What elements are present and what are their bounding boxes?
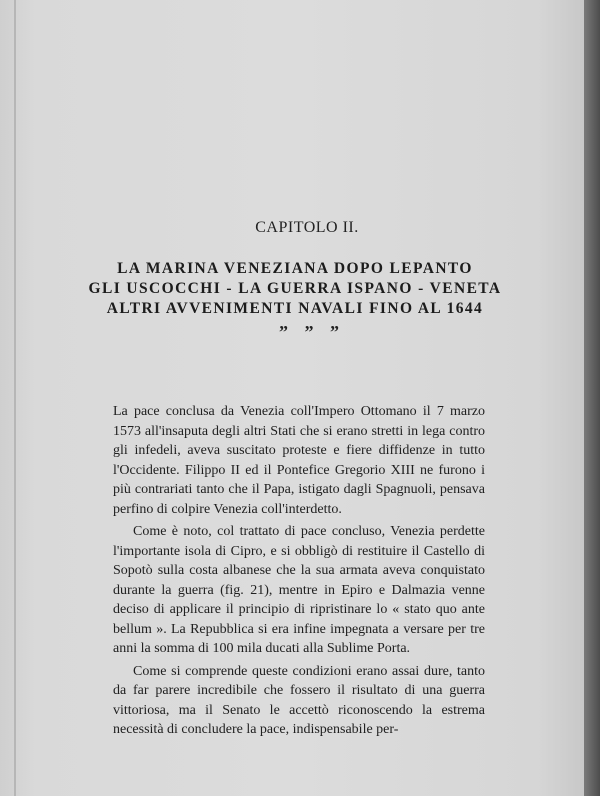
title-ornament: ˮ ˮ ˮ <box>279 322 345 342</box>
body-text <box>113 402 485 743</box>
chapter-title-line: LA MARINA VENEZIANA DOPO LEPANTO <box>117 260 473 277</box>
paragraph: Come è noto, col trattato di pace concluso, Venezia perdette l'importante isola di Cipro, e si obbligò di restituire il Castello di Sopotò sulla costa albanese che la sua armata aveva conquistato durante la guerra (fig. 21), mentre in Epiro e Dalmazia venne deciso di applicare il principio di ripristinare lo « stato quo ante bellum ». La Repubblica si era infine impegnata a versare per tre anni la somma di 100 mila ducati alla Sublime Porta. <box>113 524 485 656</box>
paragraph: La pace conclusa da Venezia coll'Impero Ottomano il 7 marzo 1573 all'insaputa degli altri Stati che si erano stretti in lega contro gli infedeli, aveva suscitato proteste e fiere diffidenze in tutto l'Occidente. Filippo II ed il Pontefice Gregorio XIII ne furono i più contrariati tanto che il Papa, istigato dagli Spagnuoli, pensava perfino di colpire Venezia coll'interdetto. <box>113 404 485 517</box>
chapter-title-line: GLI USCOCCHI - LA GUERRA ISPANO - VENETA <box>88 280 502 297</box>
chapter-heading: CAPITOLO II. <box>255 219 359 236</box>
paragraph: Come si comprende queste condizioni erano assai dure, tanto da far parere incredibile che fossero il risultato di una guerra vittoriosa, ma il Senato le accettò riconoscendo la estrema necessità di concludere la pace, indispensabile per- <box>113 663 485 737</box>
page-edge-shadow <box>584 0 600 796</box>
page-gutter-line <box>14 0 16 796</box>
chapter-title-line: ALTRI AVVENIMENTI NAVALI FINO AL 1644 <box>106 300 484 317</box>
chapter-title <box>80 259 510 319</box>
